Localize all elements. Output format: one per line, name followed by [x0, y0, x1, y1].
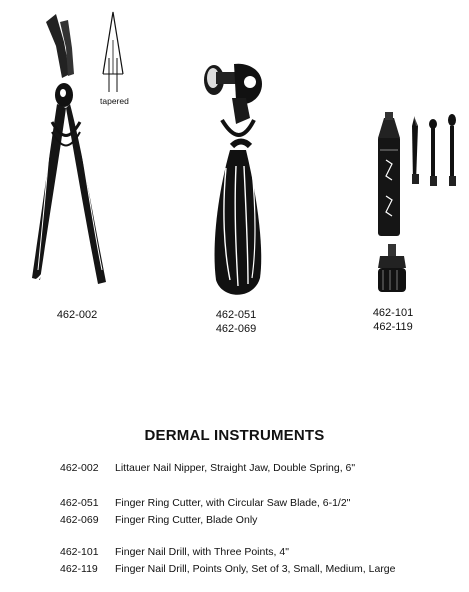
nail-drill-code-1: 462-101 [372, 307, 414, 319]
list-item [60, 462, 355, 474]
list-item [60, 563, 396, 575]
ring-cutter-code-2: 462-069 [215, 323, 257, 335]
item-description: Finger Ring Cutter, with Circular Saw Blade, 6-1/2" [115, 497, 351, 509]
item-description: Finger Nail Drill, with Three Points, 4" [115, 546, 289, 558]
item-code: 462-119 [60, 563, 98, 575]
item-code: 462-101 [60, 546, 99, 558]
list-item [60, 497, 350, 509]
nail-drill-code-2: 462-119 [373, 321, 413, 333]
list-item [60, 514, 257, 526]
ring-cutter-code-1: 462-051 [215, 309, 257, 321]
list-item [60, 546, 289, 558]
nipper-code: 462-002 [56, 309, 98, 321]
item-code: 462-002 [60, 462, 99, 474]
section-title: DERMAL INSTRUMENTS [144, 427, 325, 444]
item-code: 462-069 [60, 514, 99, 526]
item-description: Finger Ring Cutter, Blade Only [115, 514, 258, 526]
tapered-callout-label: tapered [100, 96, 129, 106]
item-description: Littauer Nail Nipper, Straight Jaw, Double Spring, 6" [115, 462, 356, 474]
item-code: 462-051 [60, 497, 99, 509]
item-description: Finger Nail Drill, Points Only, Set of 3, Small, Medium, Large [115, 563, 396, 575]
